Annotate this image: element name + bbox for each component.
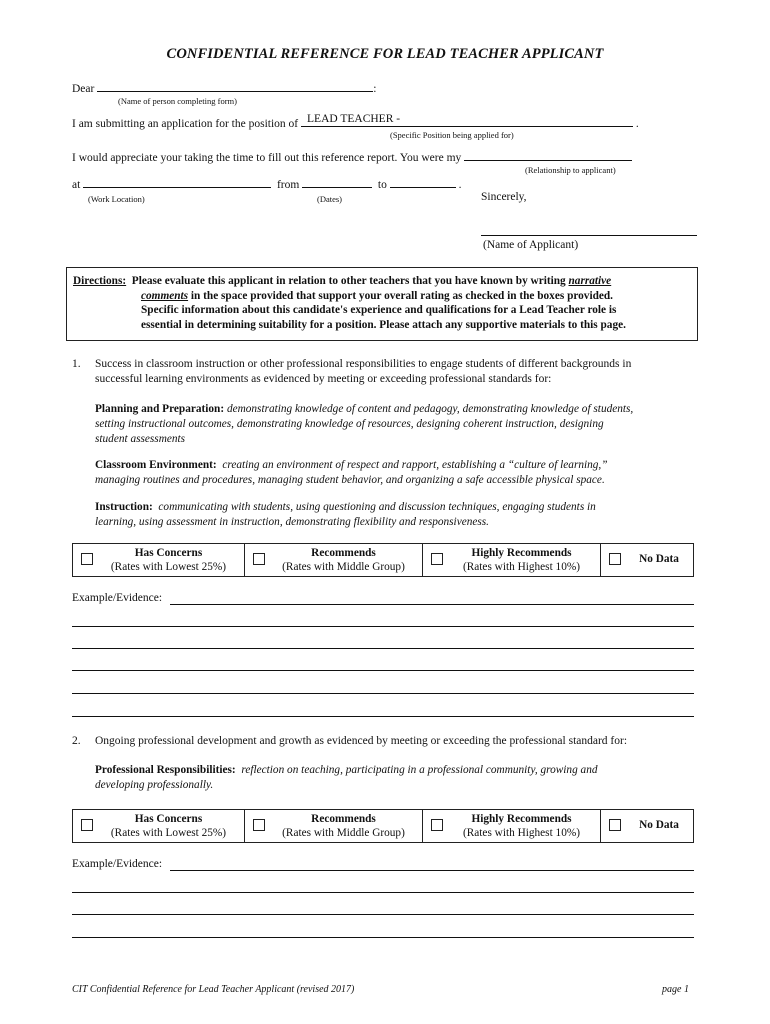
prof-label: Professional Responsibilities: xyxy=(95,764,236,776)
to-label: to xyxy=(377,179,387,191)
page-number: page 1 xyxy=(662,984,689,995)
evidence1-line[interactable] xyxy=(72,693,694,694)
prof-text2: developing professionally. xyxy=(95,779,214,791)
rating2-has-concerns[interactable] xyxy=(73,810,245,842)
section2-line1: Ongoing professional development and growth as evidenced by meeting or exceeding the professional standard for: xyxy=(95,735,628,747)
position-hint: (Specific Position being applied for) xyxy=(390,130,514,140)
rating1-recommends[interactable] xyxy=(245,544,423,576)
evidence2-line[interactable] xyxy=(72,937,694,938)
prof-block xyxy=(95,763,598,793)
position-value: LEAD TEACHER - xyxy=(307,113,401,125)
directions-line4: essential in determining suitability for a position. Please attach any supportive materials to this page. xyxy=(141,318,626,331)
relationship-hint: (Relationship to applicant) xyxy=(525,165,616,175)
evidence2-line[interactable] xyxy=(72,914,694,915)
section1-line2: successful learning environments as evidenced by meeting or exceeding professional standards for: xyxy=(95,373,552,385)
evidence1-label: Example/Evidence: xyxy=(72,592,163,604)
evidence1-field[interactable] xyxy=(170,604,694,605)
directions-text2: in the space provided that support your overall rating as checked in the boxes provided. xyxy=(190,289,614,302)
instruction-text2: learning, using assessment in instruction, demonstrating flexibility and responsiveness. xyxy=(95,516,490,528)
classroom-label: Classroom Environment: xyxy=(95,459,217,471)
sincerely: Sincerely, xyxy=(481,191,527,203)
position-field[interactable] xyxy=(301,115,633,127)
applicant-name-field[interactable] xyxy=(481,235,697,236)
directions-line3: Specific information about this candidate's experience and qualifications for a Lead Teacher role is xyxy=(141,304,617,316)
classroom-block xyxy=(95,458,608,488)
relationship-field[interactable] xyxy=(464,149,632,161)
checkbox-icon[interactable] xyxy=(609,553,621,565)
position-prefix: I am submitting an application for the position of xyxy=(72,118,299,130)
rating1-no-data[interactable] xyxy=(601,544,693,576)
rating-label: No Data xyxy=(639,819,679,831)
applicant-hint: (Name of Applicant) xyxy=(483,239,579,251)
work-location-hint: (Work Location) xyxy=(88,194,145,204)
evidence1-line[interactable] xyxy=(72,716,694,717)
position-end: . xyxy=(635,118,639,130)
directions-em1: narrative xyxy=(568,275,612,287)
rating-label: Has Concerns xyxy=(134,547,203,559)
checkbox-icon[interactable] xyxy=(81,553,93,565)
section1-number: 1. xyxy=(72,358,81,370)
rating-box-1 xyxy=(72,543,694,577)
rating-label: Highly Recommends xyxy=(471,547,572,559)
section1-intro xyxy=(95,357,631,387)
dear-colon: : xyxy=(373,83,377,95)
rating-box-2 xyxy=(72,809,694,843)
rating-label: Recommends xyxy=(311,813,376,825)
rating-label: Highly Recommends xyxy=(471,813,572,825)
dear-row xyxy=(72,80,376,95)
instruction-text1: communicating with students, using questioning and discussion techniques, engaging students in xyxy=(158,501,596,513)
directions-text1: Please evaluate this applicant in relation to other teachers that you have known by writing xyxy=(131,275,566,287)
rating-sub: (Rates with Highest 10%) xyxy=(462,561,581,573)
checkbox-icon[interactable] xyxy=(253,819,265,831)
checkbox-icon[interactable] xyxy=(431,819,443,831)
rating2-no-data[interactable] xyxy=(601,810,693,842)
planning-label: Planning and Preparation: xyxy=(95,403,225,415)
rating2-highly-recommends[interactable] xyxy=(423,810,601,842)
rating-sub: (Rates with Middle Group) xyxy=(282,561,405,573)
evidence1-line[interactable] xyxy=(72,670,694,671)
checkbox-icon[interactable] xyxy=(81,819,93,831)
instruction-label: Instruction: xyxy=(95,501,153,513)
classroom-text1: creating an environment of respect and rapport, establishing a “culture of learning,” xyxy=(222,459,608,471)
checkbox-icon[interactable] xyxy=(431,553,443,565)
evidence2-field[interactable] xyxy=(170,870,694,871)
position-row xyxy=(72,115,639,130)
dates-hint: (Dates) xyxy=(317,194,343,204)
instruction-block xyxy=(95,500,596,530)
checkbox-icon[interactable] xyxy=(609,819,621,831)
to-date-field[interactable] xyxy=(390,176,456,188)
dear-name-field[interactable] xyxy=(97,80,373,92)
rating1-highly-recommends[interactable] xyxy=(423,544,601,576)
directions-em2: comments xyxy=(141,289,189,302)
rating-sub: (Rates with Highest 10%) xyxy=(462,827,581,839)
rating-sub: (Rates with Lowest 25%) xyxy=(110,561,227,573)
classroom-text2: managing routines and procedures, managing student behavior, and organizing a safe accessible physical space. xyxy=(95,474,605,486)
section2-number: 2. xyxy=(72,735,81,747)
rating-sub: (Rates with Middle Group) xyxy=(282,827,405,839)
rating2-recommends[interactable] xyxy=(245,810,423,842)
evidence2-line[interactable] xyxy=(72,892,694,893)
dear-hint: (Name of person completing form) xyxy=(118,96,237,106)
dear-label: Dear xyxy=(72,83,95,95)
footer-left: CIT Confidential Reference for Lead Teacher Applicant (revised 2017) xyxy=(72,984,355,995)
rating-label: No Data xyxy=(639,553,679,565)
section1-line1: Success in classroom instruction or other professional responsibilities to engage students of different backgrounds in xyxy=(95,358,632,370)
relationship-text: I would appreciate your taking the time to fill out this reference report. You were my xyxy=(72,152,462,164)
directions-box xyxy=(66,267,698,341)
checkbox-icon[interactable] xyxy=(253,553,265,565)
rating1-has-concerns[interactable] xyxy=(73,544,245,576)
at-label: at xyxy=(72,179,81,191)
relationship-row xyxy=(72,149,632,164)
prof-text1: reflection on teaching, participating in a professional community, growing and xyxy=(241,764,598,776)
evidence1-line[interactable] xyxy=(72,626,694,627)
directions-label: Directions: xyxy=(73,275,127,287)
work-location-field[interactable] xyxy=(83,176,271,188)
planning-text1: demonstrating knowledge of content and pedagogy, demonstrating knowledge of students, xyxy=(226,403,634,415)
location-dates-row xyxy=(72,176,462,191)
dates-dot: . xyxy=(458,179,462,191)
rating-sub: (Rates with Lowest 25%) xyxy=(110,827,227,839)
planning-text3: student assessments xyxy=(95,433,186,445)
evidence2-label: Example/Evidence: xyxy=(72,858,163,870)
planning-block xyxy=(95,402,633,447)
rating-label: Recommends xyxy=(311,547,376,559)
form-title: CONFIDENTIAL REFERENCE FOR LEAD TEACHER APPLICANT xyxy=(166,46,604,62)
planning-text2: setting instructional outcomes, demonstrating knowledge of resources, designing coherent instruction, designing xyxy=(95,418,604,430)
rating-label: Has Concerns xyxy=(134,813,203,825)
evidence1-line[interactable] xyxy=(72,648,694,649)
from-date-field[interactable] xyxy=(302,176,372,188)
from-label: from xyxy=(276,179,300,191)
